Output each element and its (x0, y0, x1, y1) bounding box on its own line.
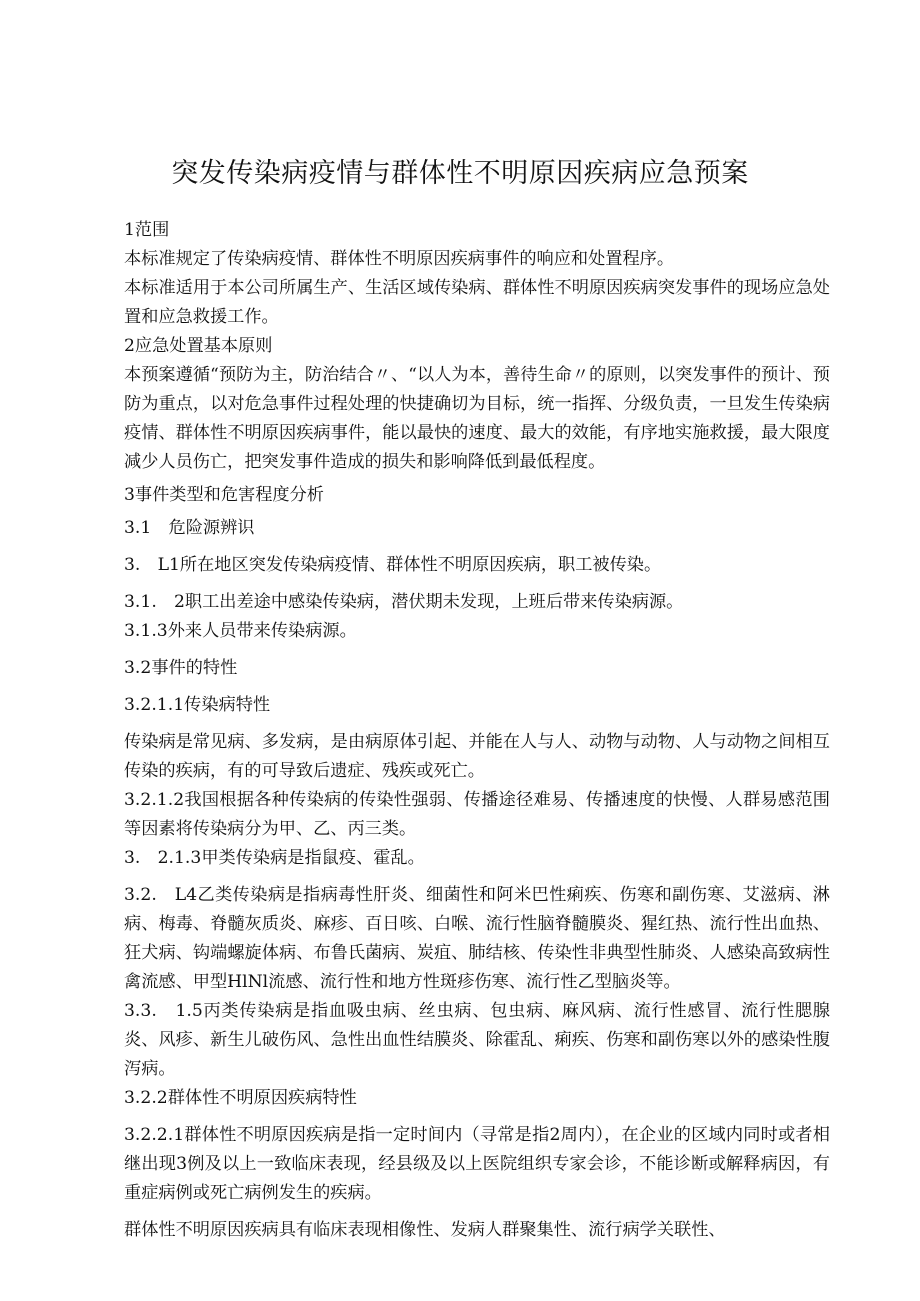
paragraph-scope-2: 本标准适用于本公司所属生产、生活区域传染病、群体性不明原因疾病突发事件的现场应急处置和应急救援工作。 (124, 278, 830, 327)
subsection-heading-infectious-disease: 3.2.1.1传染病特性 (124, 695, 271, 715)
document-title: 突发传染病疫情与群体性不明原因疾病应急预案 (171, 158, 749, 189)
paragraph-class-c: 3.3. 1.5丙类传染病是指血吸虫病、丝虫病、包虫病、麻风病、流行性感冒、流行性腮腺炎、风疹、新生儿破伤风、急性出血性结膜炎、除霍乱、痢疾、伤寒和副伤寒以外的感染性腹泻病。 (124, 1001, 830, 1079)
list-item-hazard-1: 3. L1所在地区突发传染病疫情、群体性不明原因疾病，职工被传染。 (124, 555, 662, 575)
section-heading-principles: 2应急处置基本原则 (124, 336, 273, 356)
paragraph-disease-classification: 3.2.1.2我国根据各种传染病的传染性强弱、传播途径难易、传播速度的快慢、人群易感范围等因素将传染病分为甲、乙、丙三类。 (124, 790, 830, 839)
paragraph-unexplained-disease-definition: 3.2.2.1群体性不明原因疾病是指一定时间内（寻常是指2周内），在企业的区域内同时或者相继出现3例及以上一致临床表现，经县级及以上医院组织专家会诊，不能诊断或解释病因，有重症病例或死亡病例发生的疾病。 (124, 1125, 830, 1203)
paragraph-class-a: 3. 2.1.3甲类传染病是指鼠疫、霍乱。 (124, 848, 425, 868)
subsection-heading-event-characteristics: 3.2事件的特性 (124, 658, 238, 678)
paragraph-principles: 本预案遵循“预防为主，防治结合〃、“以人为本，善待生命〃的原则，以突发事件的预计、预防为重点，以对危急事件过程处理的快捷确切为目标，统一指挥、分级负责，一旦发生传染病疫情、群体性不明原因疾病事件，能以最快的速度、最大的效能，有序地实施救援，最大限度减少人员伤亡，把突发事件造成的损失和影响降低到最低程度。 (124, 365, 830, 472)
paragraph-class-b: 3.2. L4乙类传染病是指病毒性肝炎、细菌性和阿米巴性痢疾、伤寒和副伤寒、艾滋病、淋病、梅毒、脊髓灰质炎、麻疹、百日咳、白喉、流行性脑脊髓膜炎、猩红热、流行性出血热、狂犬病、钩端螺旋体病、布鲁氏菌病、炭疽、肺结核、传染性非典型性肺炎、人感染高致病性禽流感、甲型HlNl流感、流行性和地方性斑疹伤寒、流行性乙型脑炎等。 (124, 885, 830, 992)
section-heading-event-types: 3事件类型和危害程度分析 (124, 485, 324, 505)
section-heading-scope: 1范围 (124, 220, 170, 240)
paragraph-scope-1: 本标准规定了传染病疫情、群体性不明原因疾病事件的响应和处置程序。 (124, 249, 675, 269)
list-item-hazard-3: 3.1.3外来人员带来传染病源。 (124, 621, 357, 641)
paragraph-infectious-disease-definition: 传染病是常见病、多发病，是由病原体引起、并能在人与人、动物与动物、人与动物之间相互传染的疾病，有的可导致后遗症、残疾或死亡。 (124, 732, 830, 781)
subsection-heading-hazard-identification: 3.1 危险源辨识 (124, 518, 255, 538)
subsection-heading-unexplained-disease: 3.2.2群体性不明原因疾病特性 (124, 1088, 357, 1108)
list-item-hazard-2: 3.1. 2职工出差途中感染传染病，潜伏期未发现，上班后带来传染病源。 (124, 592, 684, 612)
document-body (124, 216, 830, 1245)
paragraph-unexplained-disease-features: 群体性不明原因疾病具有临床表现相像性、发病人群聚集性、流行病学关联性、 (124, 1220, 726, 1240)
